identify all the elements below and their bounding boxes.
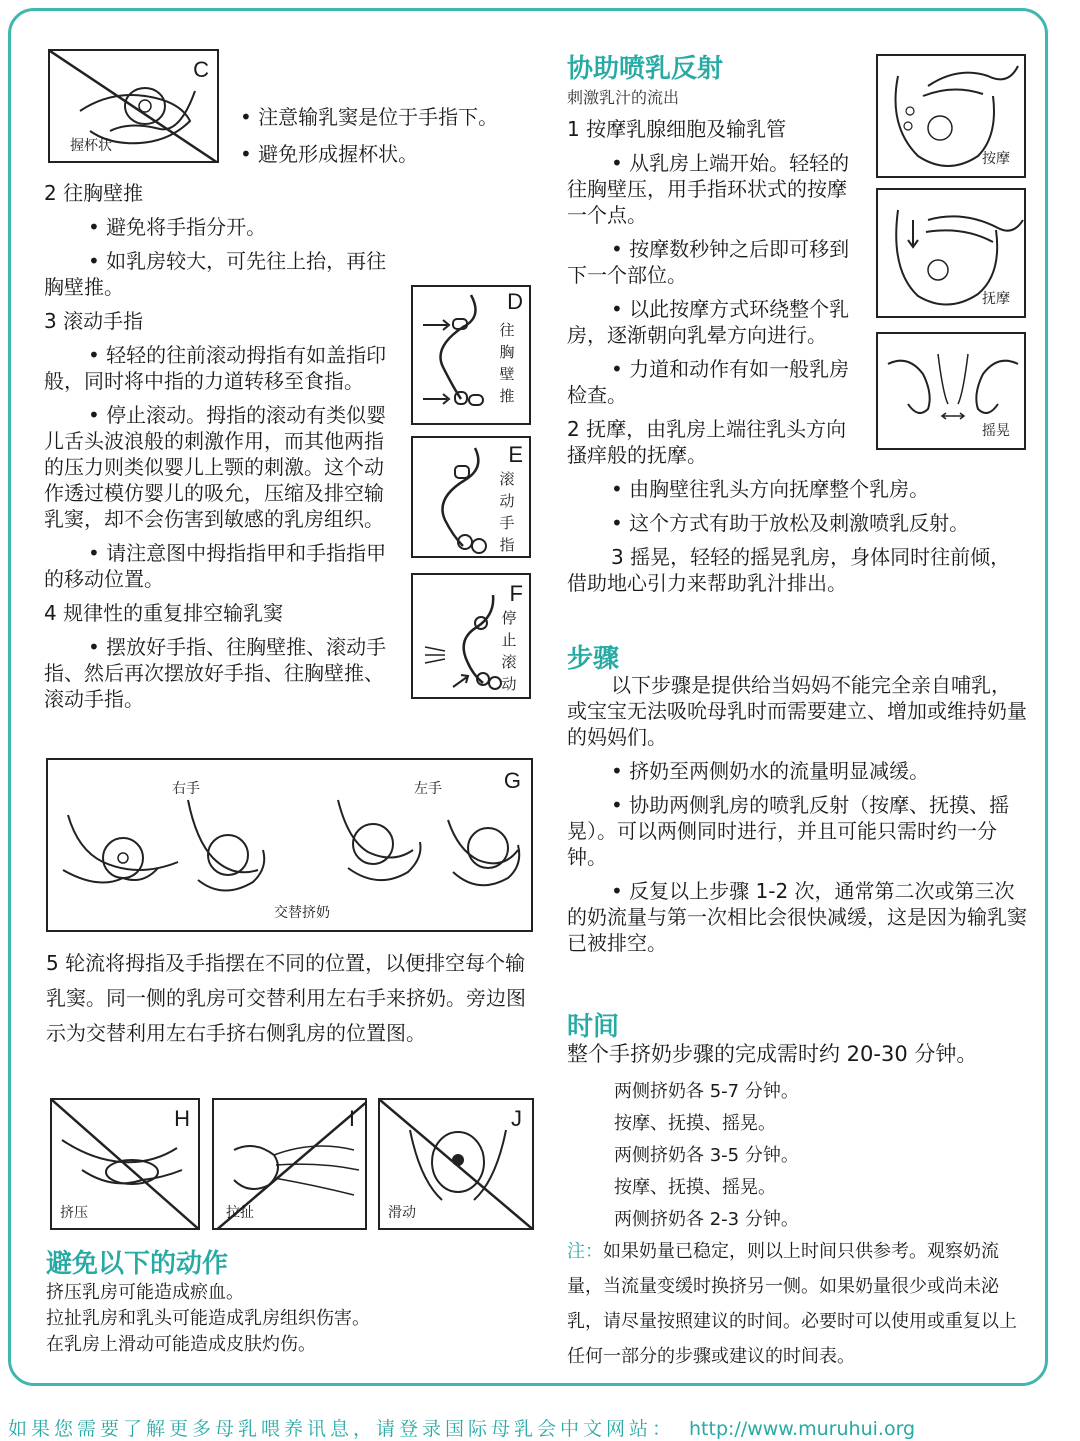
figure-g-letter: G — [503, 768, 521, 793]
figure-j-letter: J — [511, 1106, 522, 1131]
s1-item: • 从乳房上端开始。轻轻的往胸壁压，用手指环状式的按摩一个点。 — [567, 151, 850, 227]
steps-item: • 反复以上步骤 1-2 次，通常第二次或第三次的奶流量与第一次相比会很快减缓，这是因为输乳窦已被排空。 — [567, 879, 1027, 955]
s3-text: 3 摇晃，轻轻的摇晃乳房，身体同时往前倾，借助地心引力来帮助乳汁排出。 — [567, 545, 1011, 595]
time-item: 按摩、抚摸、摇晃。 — [614, 1177, 776, 1198]
figure-i — [212, 1098, 367, 1230]
figure-d-letter: D — [507, 289, 523, 314]
time-title: 时间 — [567, 1012, 620, 1042]
figure-h-caption: 挤压 — [60, 1205, 88, 1221]
figure-j-caption: 滑动 — [388, 1205, 416, 1221]
avoid-item: 挤压乳房可能造成瘀血。 — [46, 1282, 244, 1303]
avoid-item: 拉扯乳房和乳头可能造成乳房组织伤害。 — [46, 1308, 370, 1329]
figure-e-letter: E — [508, 442, 523, 467]
left-text-block — [44, 180, 399, 712]
step2-title: 2 往胸壁推 — [44, 181, 144, 205]
step3-item: • 请注意图中拇指指甲和手指指甲的移动位置。 — [44, 541, 387, 591]
figure-g-left-hand: 左手 — [414, 781, 442, 797]
fig-c-note-1: • 注意输乳窦是位于手指下。 — [240, 105, 499, 129]
s1-item: • 按摩数秒钟之后即可移到下一个部位。 — [567, 237, 850, 287]
figure-shake-caption: 摇晃 — [982, 423, 1010, 439]
time-item: 按摩、抚摸、摇晃。 — [614, 1113, 776, 1134]
fig-c-note-2: • 避免形成握杯状。 — [240, 142, 419, 166]
right-upper-block — [567, 116, 859, 468]
steps-item: • 挤奶至两侧奶水的流量明显减缓。 — [611, 759, 930, 783]
figure-c-caption: 握杯状 — [70, 138, 112, 154]
letdown-subtitle: 刺激乳汁的流出 — [567, 88, 680, 107]
figure-g-right-hand: 右手 — [172, 781, 200, 797]
s1-title: 1 按摩乳腺细胞及输乳管 — [567, 117, 787, 141]
figure-h-letter: H — [174, 1106, 190, 1131]
figure-h — [50, 1098, 200, 1230]
right-mid-block — [567, 476, 1029, 596]
figure-f-letter: F — [509, 581, 523, 606]
figure-stroke-caption: 抚摩 — [982, 291, 1010, 307]
s2-item: • 由胸壁往乳头方向抚摩整个乳房。 — [611, 477, 930, 501]
step4-title: 4 规律性的重复排空输乳窦 — [44, 601, 284, 625]
step2-item: • 避免将手指分开。 — [88, 215, 267, 239]
s1-item: • 以此按摩方式环绕整个乳房，逐渐朝向乳晕方向进行。 — [567, 297, 850, 347]
figure-c-letter: C — [193, 57, 209, 82]
steps-intro: 以下步骤是提供给当妈妈不能完全亲自哺乳，或宝宝无法吸吮母乳时而需要建立、增加或维持奶量的妈妈们。 — [567, 673, 1027, 749]
s1-item: • 力道和动作有如一般乳房检查。 — [567, 357, 850, 407]
figure-i-caption: 拉扯 — [226, 1205, 254, 1221]
figure-e-caption: 滚动手指 — [499, 470, 515, 554]
time-list — [614, 1076, 1024, 1236]
figure-massage — [876, 54, 1026, 178]
steps-title: 步骤 — [567, 644, 620, 674]
note-text: 如果奶量已稳定，则以上时间只供参考。观察奶流量，当流量变缓时换挤另一侧。如果奶量很少或尚未泌乳，请尽量按照建议的时间。必要时可以使用或重复以上任何一部分的步骤或建议的时间表。 — [567, 1241, 1017, 1367]
time-item: 两侧挤奶各 5-7 分钟。 — [614, 1081, 799, 1102]
figure-shake — [876, 332, 1026, 450]
figure-stroke — [876, 188, 1026, 318]
steps-item: • 协助两侧乳房的喷乳反射（按摩、抚摸、摇晃）。可以两侧同时进行，并且可能只需时约一分钟。 — [567, 793, 1010, 869]
time-item: 两侧挤奶各 3-5 分钟。 — [614, 1145, 799, 1166]
figure-massage-caption: 按摩 — [982, 151, 1010, 167]
figure-d-caption: 往胸壁推 — [499, 321, 515, 405]
step3-title: 3 滚动手指 — [44, 309, 144, 333]
s2-text: 2 抚摩，由乳房上端往乳头方向搔痒般的抚摩。 — [567, 417, 847, 467]
figure-g-caption: 交替挤奶 — [274, 905, 330, 921]
figure-c — [48, 49, 219, 163]
letdown-title: 协助喷乳反射 — [567, 54, 724, 84]
figure-i-letter: I — [348, 1106, 355, 1131]
note-label: 注： — [567, 1241, 603, 1262]
figure-d — [411, 285, 531, 425]
figure-f — [411, 573, 531, 699]
time-item: 两侧挤奶各 2-3 分钟。 — [614, 1209, 799, 1230]
time-lead: 整个手挤奶步骤的完成需时约 20-30 分钟。 — [567, 1042, 978, 1066]
steps-block — [567, 672, 1029, 956]
footer-text: 如果您需要了解更多母乳喂养讯息，请登录国际母乳会中文网站： — [8, 1418, 676, 1440]
footer — [8, 1414, 1068, 1441]
time-note — [567, 1234, 1029, 1374]
step3-item: • 轻轻的往前滚动拇指有如盖指印般，同时将中指的力道转移至食指。 — [44, 343, 387, 393]
step4-item: • 摆放好手指、往胸壁推、滚动手指、然后再次摆放好手指、往胸壁推、滚动手指。 — [44, 635, 387, 711]
avoid-list — [46, 1280, 536, 1358]
figure-g — [46, 758, 533, 932]
s2-item: • 这个方式有助于放松及刺激喷乳反射。 — [611, 511, 970, 535]
figure-j — [378, 1098, 534, 1230]
figure-e — [411, 436, 531, 558]
step3-item: • 停止滚动。拇指的滚动有类似婴儿舌头波浪般的刺激作用，而其他两指的压力则类似婴儿上颚的刺激。这个动作透过模仿婴儿的吸允，压缩及排空输乳窦，却不会伤害到敏感的乳房组织。 — [44, 403, 387, 531]
avoid-title: 避免以下的动作 — [46, 1249, 229, 1279]
step2-item: • 如乳房较大，可先往上抬，再往胸壁推。 — [44, 249, 387, 299]
figure-f-caption: 停止滚动 — [501, 609, 517, 693]
avoid-item: 在乳房上滑动可能造成皮肤灼伤。 — [46, 1334, 316, 1355]
step5-text: 5 轮流将拇指及手指摆在不同的位置，以便排空每个输乳窦。同一侧的乳房可交替利用左右手来挤奶。旁边图示为交替利用左右手挤右侧乳房的位置图。 — [46, 951, 526, 1045]
footer-url[interactable]: http://www.muruhui.org — [689, 1418, 916, 1440]
